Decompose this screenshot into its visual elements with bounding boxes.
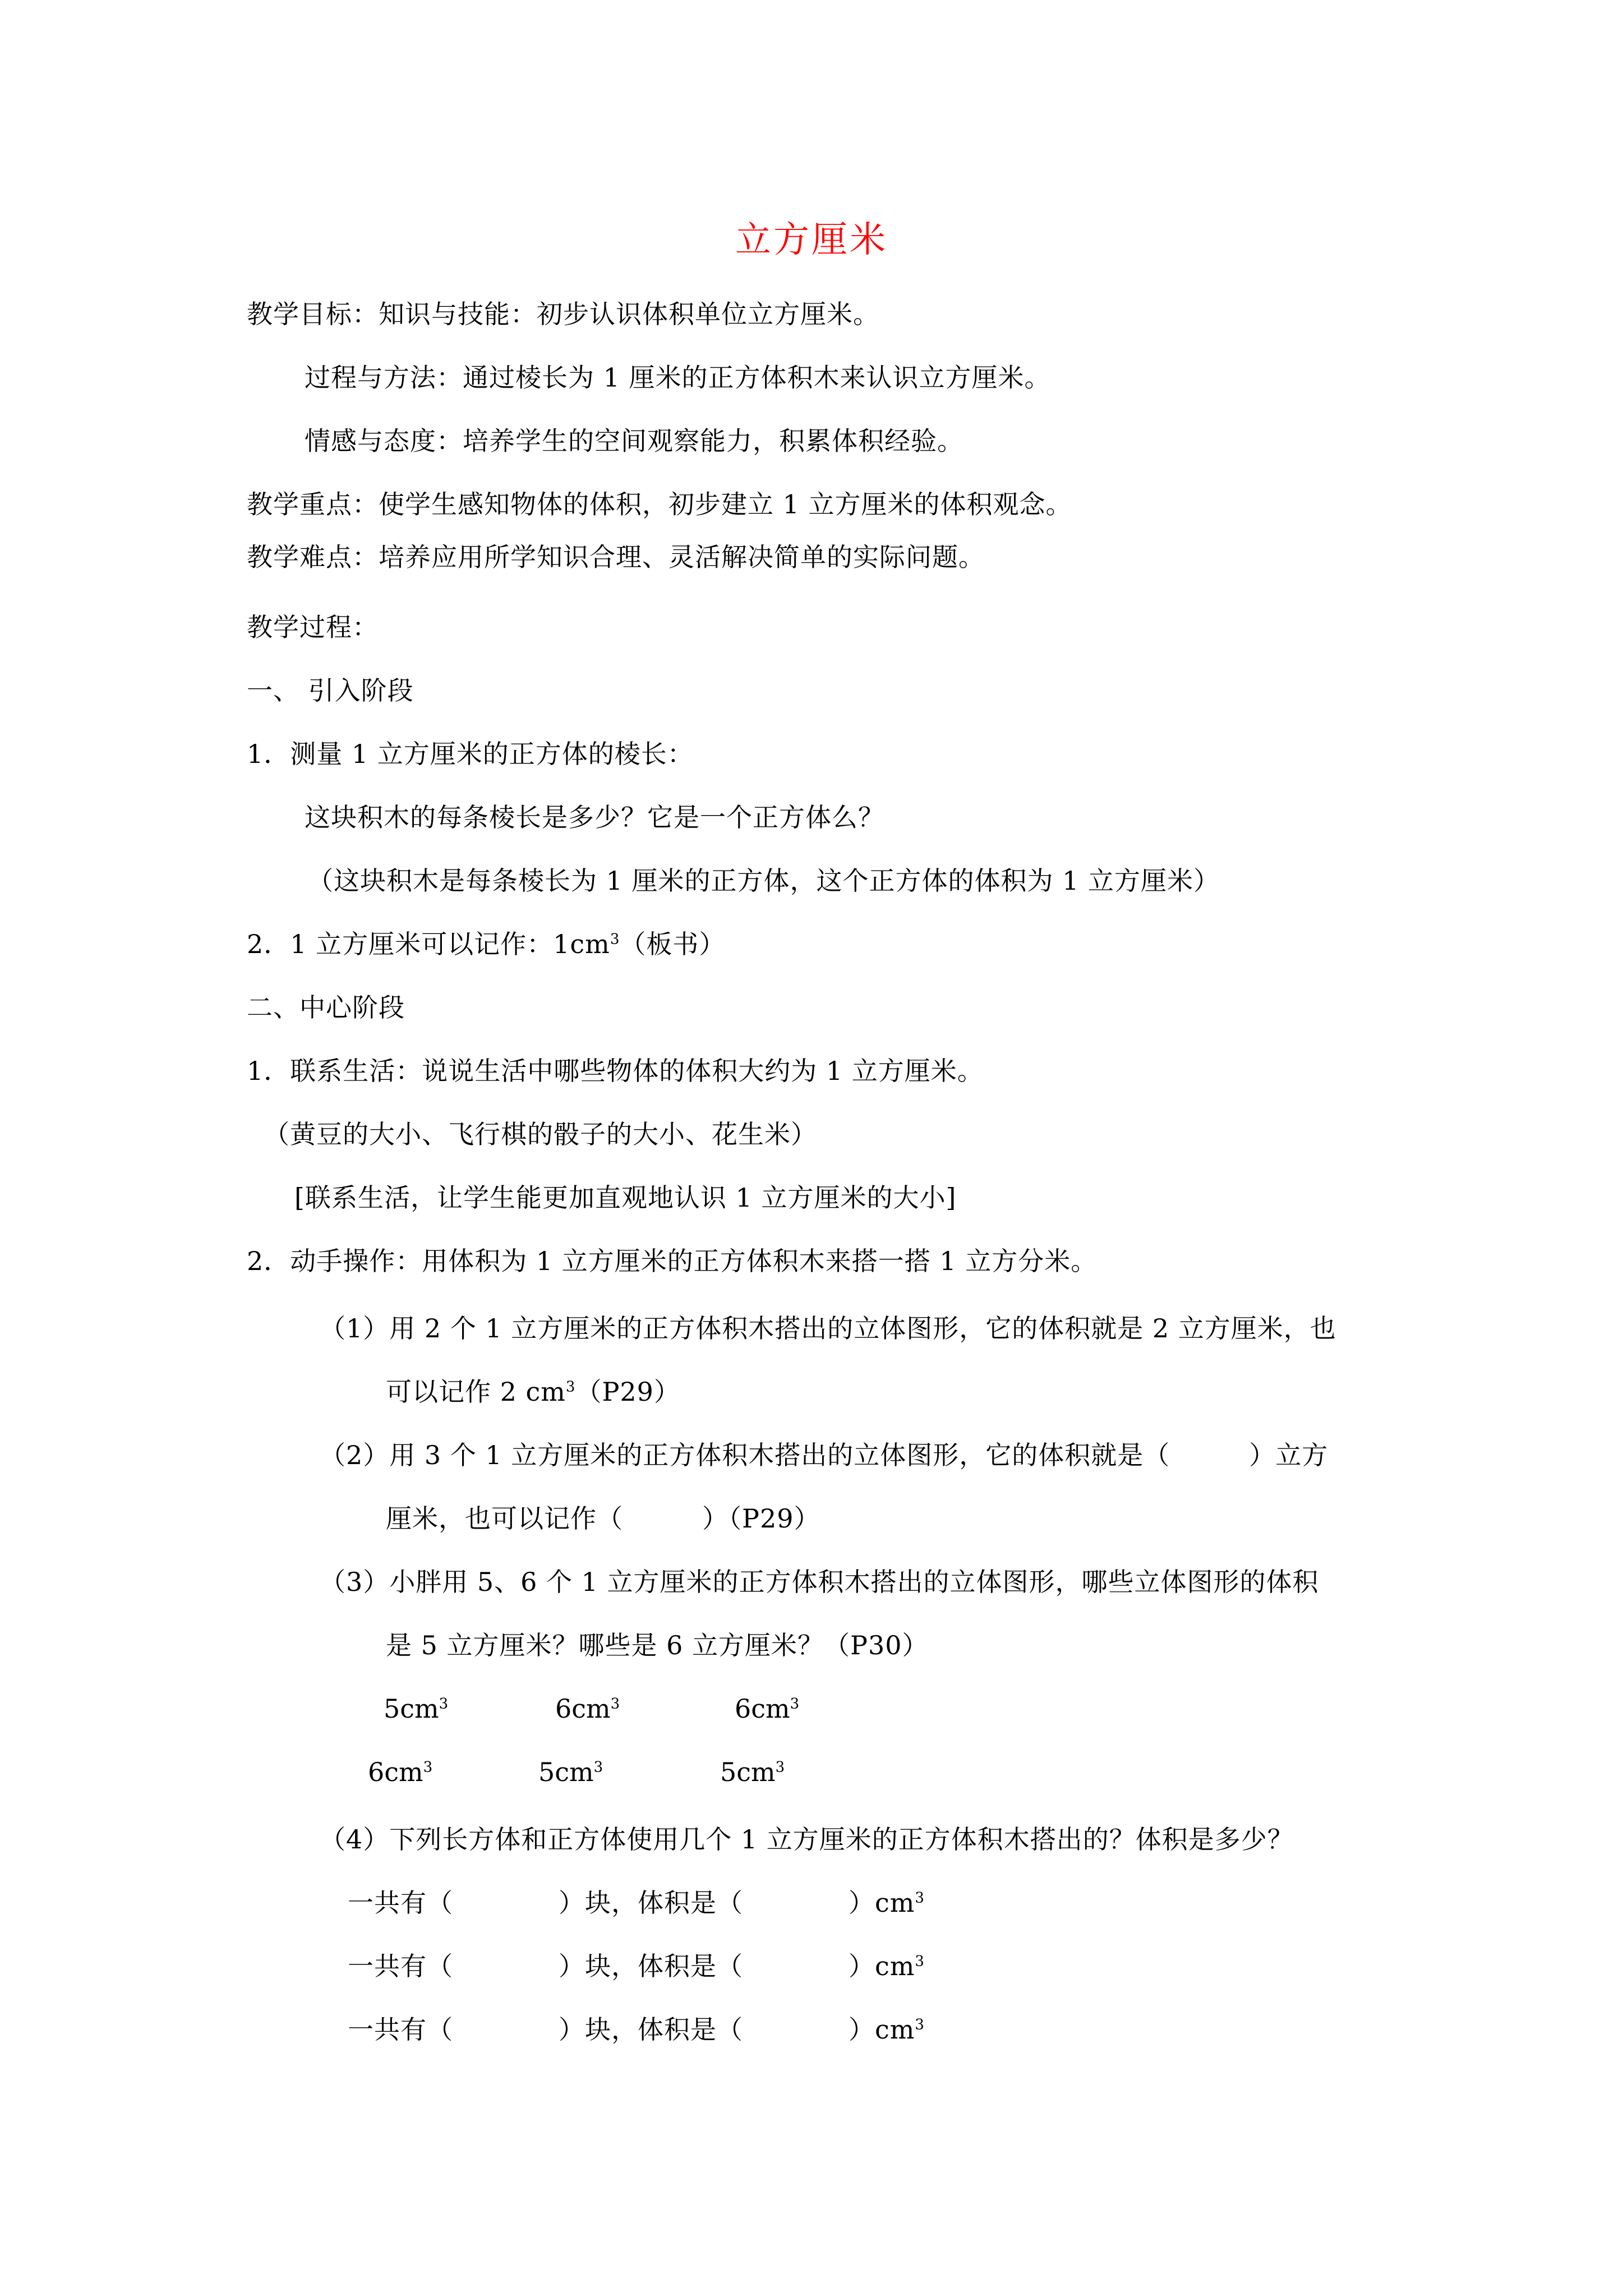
- volume-value: 5cm: [538, 1757, 594, 1787]
- superscript: 3: [915, 1889, 925, 1907]
- page-title: 立方厘米: [735, 219, 888, 261]
- volume-label: [720, 1755, 785, 1789]
- volume-label: [538, 1755, 603, 1789]
- superscript: 3: [915, 1953, 925, 1970]
- sub4-line: （4）下列长方体和正方体使用几个 1 立方厘米的正方体积木搭出的？体积是多少？: [320, 1824, 1294, 1855]
- sub2-line2: 厘米，也可以记作（ ）（P29）: [386, 1503, 820, 1534]
- fill-blank-text: 一共有（ ）块，体积是（ ）cm: [348, 1888, 915, 1918]
- section2-item1-answer: （黄豆的大小、飞行棋的骰子的大小、花生米）: [264, 1119, 817, 1149]
- superscript: 3: [423, 1759, 433, 1776]
- volume-value: 6cm: [735, 1694, 790, 1724]
- superscript: 3: [790, 1695, 800, 1713]
- sub1-suffix: （P29）: [575, 1377, 680, 1407]
- fill-blank-line: [348, 1949, 925, 1983]
- superscript: 3: [439, 1695, 449, 1713]
- sub1-text: 可以记作 2 cm: [386, 1377, 566, 1407]
- sub1-line1: （1）用 2 个 1 立方厘米的正方体积木搭出的立体图形，它的体积就是 2 立方厘米，也: [320, 1313, 1336, 1343]
- section2-item1: 1．联系生活：说说生活中哪些物体的体积大约为 1 立方厘米。: [247, 1056, 984, 1086]
- superscript: 3: [565, 1378, 576, 1396]
- section1-heading: 一、 引入阶段: [247, 675, 414, 706]
- section2-heading: 二、中心阶段: [247, 992, 405, 1023]
- sub3-line1: （3）小胖用 5、6 个 1 立方厘米的正方体积木搭出的立体图形，哪些立体图形的体积: [320, 1567, 1319, 1597]
- goals-line-3: 情感与态度：培养学生的空间观察能力，积累体积经验。: [305, 426, 963, 456]
- goals-line-2: 过程与方法：通过棱长为 1 厘米的正方体积木来认识立方厘米。: [305, 362, 1051, 393]
- superscript: 3: [915, 2016, 925, 2033]
- fill-blank-text: 一共有（ ）块，体积是（ ）cm: [348, 1951, 915, 1981]
- superscript: 3: [610, 1695, 620, 1713]
- sub1-line2: [386, 1375, 680, 1409]
- superscript: 3: [610, 931, 620, 948]
- difficulty: 教学难点：培养应用所学知识合理、灵活解决简单的实际问题。: [247, 542, 985, 572]
- superscript: 3: [775, 1759, 785, 1776]
- section1-answer: （这块积木是每条棱长为 1 厘米的正方体，这个正方体的体积为 1 立方厘米）: [307, 866, 1220, 896]
- process-heading: 教学过程：: [247, 612, 379, 642]
- section1-item1: 1．测量 1 立方厘米的正方体的棱长：: [247, 739, 694, 769]
- fill-blank-text: 一共有（ ）块，体积是（ ）cm: [348, 2014, 915, 2045]
- section1-item2: [247, 927, 725, 961]
- volume-value: 5cm: [384, 1694, 439, 1724]
- volume-label: [735, 1692, 799, 1726]
- volume-value: 6cm: [555, 1694, 611, 1724]
- key-point: 教学重点：使学生感知物体的体积，初步建立 1 立方厘米的体积观念。: [247, 489, 1072, 519]
- volume-label: [384, 1692, 448, 1726]
- item2-suffix: （板书）: [620, 929, 726, 959]
- volume-value: 5cm: [720, 1757, 776, 1787]
- sub3-line2: 是 5 立方厘米？哪些是 6 立方厘米？（P30）: [386, 1630, 929, 1660]
- volume-value: 6cm: [368, 1757, 423, 1787]
- item2-text: 2．1 立方厘米可以记作：1cm: [247, 929, 610, 959]
- sub2-line1: （2）用 3 个 1 立方厘米的正方体积木搭出的立体图形，它的体积就是（ ）立方: [320, 1440, 1329, 1470]
- section2-item2: 2．动手操作：用体积为 1 立方厘米的正方体积木来搭一搭 1 立方分米。: [247, 1246, 1098, 1276]
- section2-item1-note: [联系生活，让学生能更加直观地认识 1 立方厘米的大小]: [294, 1182, 957, 1213]
- section1-question: 这块积木的每条棱长是多少？它是一个正方体么？: [305, 802, 884, 832]
- fill-blank-line: [348, 1886, 925, 1920]
- goals-line-1: 教学目标：知识与技能：初步认识体积单位立方厘米。: [247, 299, 879, 329]
- superscript: 3: [593, 1759, 603, 1776]
- fill-blank-line: [348, 2013, 925, 2046]
- volume-label: [368, 1755, 432, 1789]
- volume-label: [555, 1692, 620, 1726]
